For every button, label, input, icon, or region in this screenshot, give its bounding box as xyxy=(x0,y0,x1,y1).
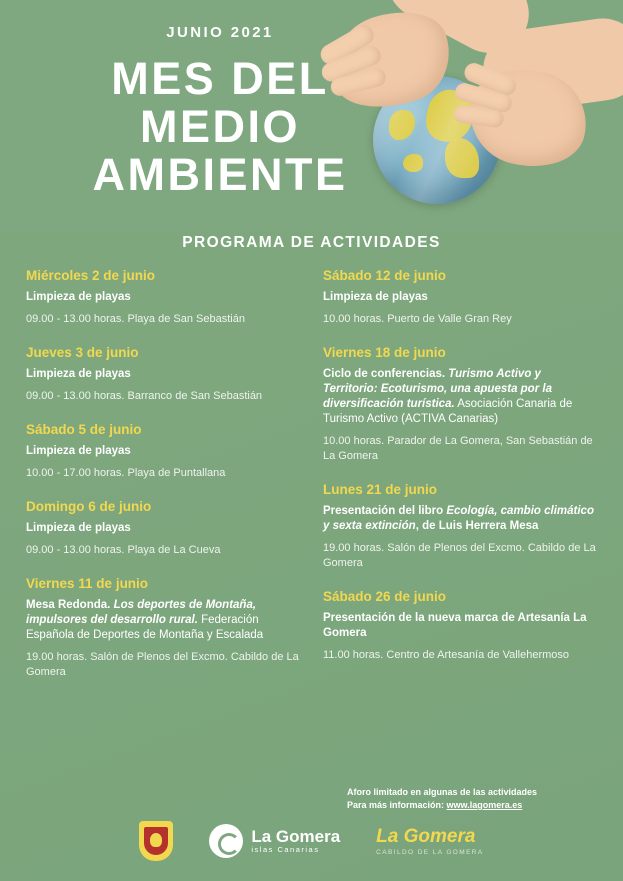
program-event xyxy=(26,422,301,481)
event-description-part: Los deportes de Montaña, impulsores del desarrollo rural. xyxy=(26,599,257,626)
event-time-location: 10.00 - 17.00 horas. Playa de Puntallana xyxy=(26,467,226,479)
event-date: Sábado 5 de junio xyxy=(26,422,142,437)
program-column-right xyxy=(323,268,598,698)
event-date: Miércoles 2 de junio xyxy=(26,268,156,283)
program-event xyxy=(26,345,301,404)
logo-festival-gomera xyxy=(376,827,483,856)
program-columns xyxy=(26,268,598,698)
event-description xyxy=(323,504,598,534)
event-date: Lunes 21 de junio xyxy=(323,482,438,497)
event-description-part: Limpieza de playas xyxy=(26,368,131,380)
event-description xyxy=(26,598,301,643)
event-description-part: Limpieza de playas xyxy=(26,445,131,457)
event-time-location: 10.00 horas. Parador de La Gomera, San Sebastián de La Gomera xyxy=(323,435,593,462)
poster-title-line1: MES DEL xyxy=(111,53,329,104)
event-description xyxy=(26,521,301,536)
event-date: Viernes 11 de junio xyxy=(26,576,149,591)
logo-festival-sub: CABILDO DE LA GOMERA xyxy=(376,848,484,856)
cabildo-shield-icon xyxy=(139,821,173,861)
event-time-location: 09.00 - 13.00 horas. Playa de La Cueva xyxy=(26,544,221,556)
footer-note-prefix: Para más información: xyxy=(347,800,447,810)
event-time-location: 10.00 horas. Puerto de Valle Gran Rey xyxy=(323,313,512,325)
logo-la-gomera-title: La Gomera xyxy=(251,827,341,847)
event-description-part: Mesa Redonda. xyxy=(26,599,114,611)
poster-kicker: JUNIO 2021 xyxy=(166,24,274,41)
program-event xyxy=(26,268,301,327)
logo-festival-title: La Gomera xyxy=(376,825,476,847)
website-link[interactable]: www.lagomera.es xyxy=(446,800,523,810)
event-description xyxy=(26,444,301,459)
event-description xyxy=(26,367,301,382)
event-date: Sábado 12 de junio xyxy=(323,268,447,283)
program-event xyxy=(323,268,598,327)
event-description-part: Limpieza de playas xyxy=(323,291,428,303)
event-date: Sábado 26 de junio xyxy=(323,589,447,604)
spiral-icon xyxy=(209,824,243,858)
event-description-part: Ciclo de conferencias. xyxy=(323,368,449,380)
event-date: Jueves 3 de junio xyxy=(26,345,139,360)
event-date: Domingo 6 de junio xyxy=(26,499,152,514)
footer-note xyxy=(347,786,597,812)
program-heading: PROGRAMA DE ACTIVIDADES xyxy=(182,234,441,251)
event-description-part: Ecología, cambio climático y sexta extinción xyxy=(323,505,594,532)
event-description-part: Presentación de la nueva marca de Artesanía La Gomera xyxy=(323,612,587,639)
event-description-part: Federación Española de Deportes de Montaña y Escalada xyxy=(26,614,264,641)
logo-la-gomera xyxy=(209,824,340,858)
event-description-part: Limpieza de playas xyxy=(26,522,131,534)
event-description-part: Turismo Activo y Territorio: Ecoturismo, una apuesta por la diversificación turística. xyxy=(323,368,552,410)
program-event xyxy=(323,589,598,663)
poster-title-line2: MEDIO xyxy=(139,101,300,152)
event-description xyxy=(323,611,598,641)
footer-note-line1: Aforo limitado en algunas de las actividades xyxy=(347,787,538,797)
event-time-location: 11.00 horas. Centro de Artesanía de Vallehermoso xyxy=(323,649,570,661)
program-event xyxy=(323,345,598,464)
event-time-location: 19.00 horas. Salón de Plenos del Excmo. Cabildo de La Gomera xyxy=(26,651,299,678)
program-event xyxy=(323,482,598,571)
event-description-part: Presentación del libro xyxy=(323,505,447,517)
event-description-part: Asociación Canaria de Turismo Activo (ACTIVA Canarias) xyxy=(323,398,573,425)
logo-la-gomera-sub: islas Canarias xyxy=(251,844,320,854)
event-time-location: 19.00 horas. Salón de Plenos del Excmo. Cabildo de La Gomera xyxy=(323,542,596,569)
event-time-location: 09.00 - 13.00 horas. Barranco de San Sebastián xyxy=(26,390,263,402)
logo-row xyxy=(0,821,623,861)
event-date: Viernes 18 de junio xyxy=(323,345,446,360)
program-column-left xyxy=(26,268,301,698)
footer-note-line2 xyxy=(347,799,597,812)
event-description xyxy=(323,367,598,427)
event-description xyxy=(323,290,598,305)
event-description xyxy=(26,290,301,305)
poster-headline xyxy=(40,24,400,199)
poster-title-line3: AMBIENTE xyxy=(92,149,348,200)
event-description-part: Limpieza de playas xyxy=(26,291,131,303)
event-time-location: 09.00 - 13.00 horas. Playa de San Sebastián xyxy=(26,313,245,325)
event-description-part: , de Luis Herrera Mesa xyxy=(415,520,539,532)
program-event xyxy=(26,576,301,680)
program-event xyxy=(26,499,301,558)
